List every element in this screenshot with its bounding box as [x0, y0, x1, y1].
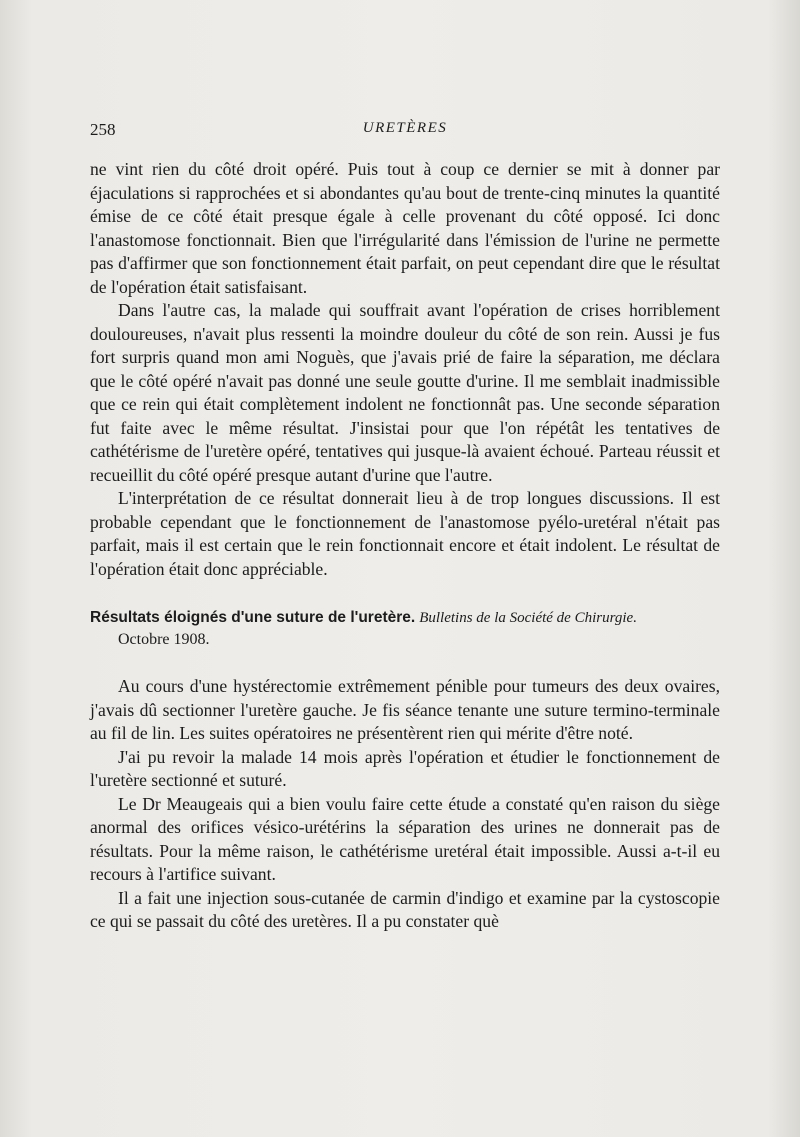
paragraph: Le Dr Meaugeais qui a bien voulu faire cette étude a constaté qu'en raison du siège anormal des orifices vésico-urétérins la séparation des urines ne donnerait pas de résultats. Pour la même raison, le cathétérisme uretéral était impossible. Aussi a-t-il eu recours à l'artifice suivant.	[90, 793, 720, 884]
body-text	[90, 158, 720, 934]
page-header	[90, 120, 720, 142]
page-number: 258	[90, 120, 116, 139]
section-heading	[90, 607, 720, 651]
running-title: URETÈRES	[362, 120, 448, 136]
section-citation: Bulletins de la Société de Chirurgie.	[419, 610, 637, 626]
paragraph: L'interprétation de ce résultat donnerait lieu à de trop longues discussions. Il est probable cependant que le fonctionnement de l'anastomose pyélo-uretéral n'était pas parfait, mais il est certain que le rein fonctionnait encore et était indolent. Le résultat de l'opération était donc appréciable.	[90, 488, 720, 579]
paragraph: Dans l'autre cas, la malade qui souffrait avant l'opération de crises horriblement douloureuses, n'avait plus ressenti la moindre douleur du côté de son rein. Aussi je fus fort surpris quand mon ami Noguès, que j'avais prié de faire la séparation, me déclara que le côté opéré n'avait pas donné une seule goutte d'urine. Il me semblait inadmissible que ce rein qui était complètement indolent ne fonctionnât pas. Une seconde séparation fut faite avec le même résultat. J'insistai pour que l'on répétât les tentatives de cathétérisme de l'uretère opéré, tentatives qui jusque-là avaient échoué. Parteau réussit et recueillit du côté opéré presque autant d'urine que l'autre.	[90, 300, 720, 485]
paragraph: Au cours d'une hystérectomie extrêmement pénible pour tumeurs des deux ovaires, j'avais dû sectionner l'uretère gauche. Je fis séance tenante une suture termino-terminale au fil de lin. Les suites opératoires ne présentèrent rien qui mérite d'être noté.	[90, 676, 720, 743]
spacer	[90, 651, 720, 675]
paragraph: J'ai pu revoir la malade 14 mois après l'opération et étudier le fonctionnement de l'uretère sectionné et suturé.	[90, 746, 720, 790]
section-date: Octobre 1908.	[118, 631, 210, 648]
paragraph: ne vint rien du côté droit opéré. Puis tout à coup ce dernier se mit à donner par éjaculations si rapprochées et si abondantes qu'au bout de trente-cinq minutes la quantité émise de ce côté était presque égale à celle provenant du côté opposé. Ici donc l'anastomose fonctionnait. Bien que l'irrégularité dans l'émission de l'urine ne permette pas d'affirmer que son fonctionnement était parfait, on peut cependant dire que le résultat de l'opération était satisfaisant.	[90, 159, 720, 297]
section-title: Résultats éloignés d'une suture de l'uretère.	[90, 609, 416, 626]
paragraph: Il a fait une injection sous-cutanée de carmin d'indigo et examine par la cystoscopie ce qui se passait du côté des uretères. Il a pu constater què	[90, 887, 720, 931]
